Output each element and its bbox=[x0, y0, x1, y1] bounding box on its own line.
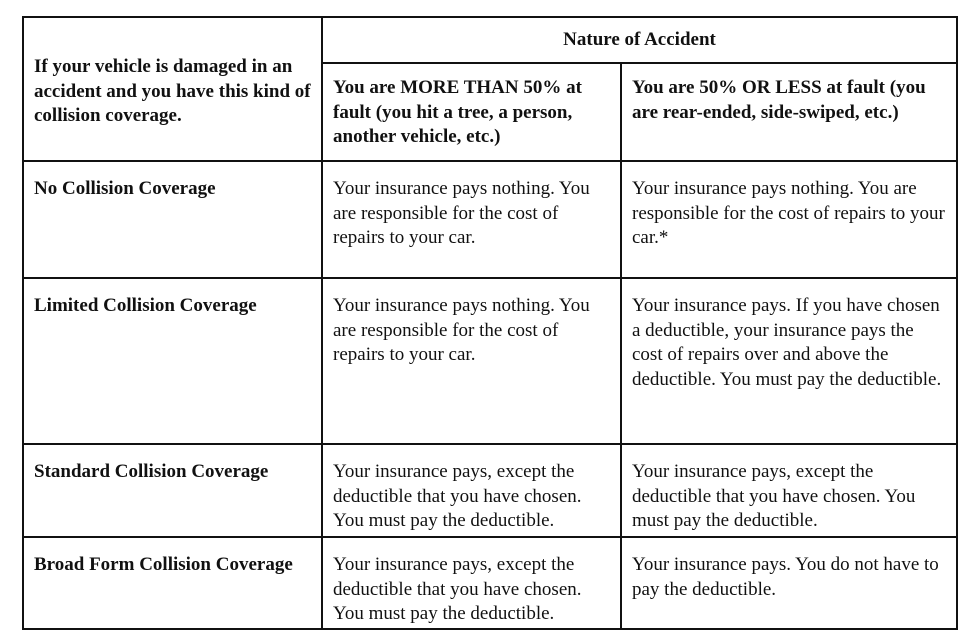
50-or-less-cell: Your insurance pays, except the deductible that you have chosen. You must pay the deductible. bbox=[621, 444, 957, 537]
table-header-row bbox=[23, 17, 957, 63]
more-than-50-cell: Your insurance pays nothing. You are responsible for the cost of repairs to your car. bbox=[322, 161, 621, 278]
nature-of-accident-header: Nature of Accident bbox=[322, 17, 957, 63]
table-row bbox=[23, 537, 957, 629]
more-than-50-fault-header: You are MORE THAN 50% at fault (you hit a tree, a person, another vehicle, etc.) bbox=[322, 63, 621, 161]
more-than-50-cell: Your insurance pays, except the deductible that you have chosen. You must pay the deductible. bbox=[322, 537, 621, 629]
coverage-name: Broad Form Collision Coverage bbox=[23, 537, 322, 629]
more-than-50-cell: Your insurance pays nothing. You are responsible for the cost of repairs to your car. bbox=[322, 278, 621, 444]
table-row bbox=[23, 444, 957, 537]
table-row bbox=[23, 278, 957, 444]
50-or-less-cell: Your insurance pays. You do not have to pay the deductible. bbox=[621, 537, 957, 629]
collision-coverage-table bbox=[22, 16, 958, 630]
coverage-name: Standard Collision Coverage bbox=[23, 444, 322, 537]
coverage-name: Limited Collision Coverage bbox=[23, 278, 322, 444]
coverage-name: No Collision Coverage bbox=[23, 161, 322, 278]
more-than-50-cell: Your insurance pays, except the deductible that you have chosen. You must pay the deductible. bbox=[322, 444, 621, 537]
coverage-type-header: If your vehicle is damaged in an accident and you have this kind of collision coverage. bbox=[23, 17, 322, 161]
50-or-less-fault-header: You are 50% OR LESS at fault (you are rear-ended, side-swiped, etc.) bbox=[621, 63, 957, 161]
50-or-less-cell: Your insurance pays nothing. You are responsible for the cost of repairs to your car.* bbox=[621, 161, 957, 278]
table-row bbox=[23, 161, 957, 278]
50-or-less-cell: Your insurance pays. If you have chosen a deductible, your insurance pays the cost of repairs over and above the deductible. You must pay the deductible. bbox=[621, 278, 957, 444]
